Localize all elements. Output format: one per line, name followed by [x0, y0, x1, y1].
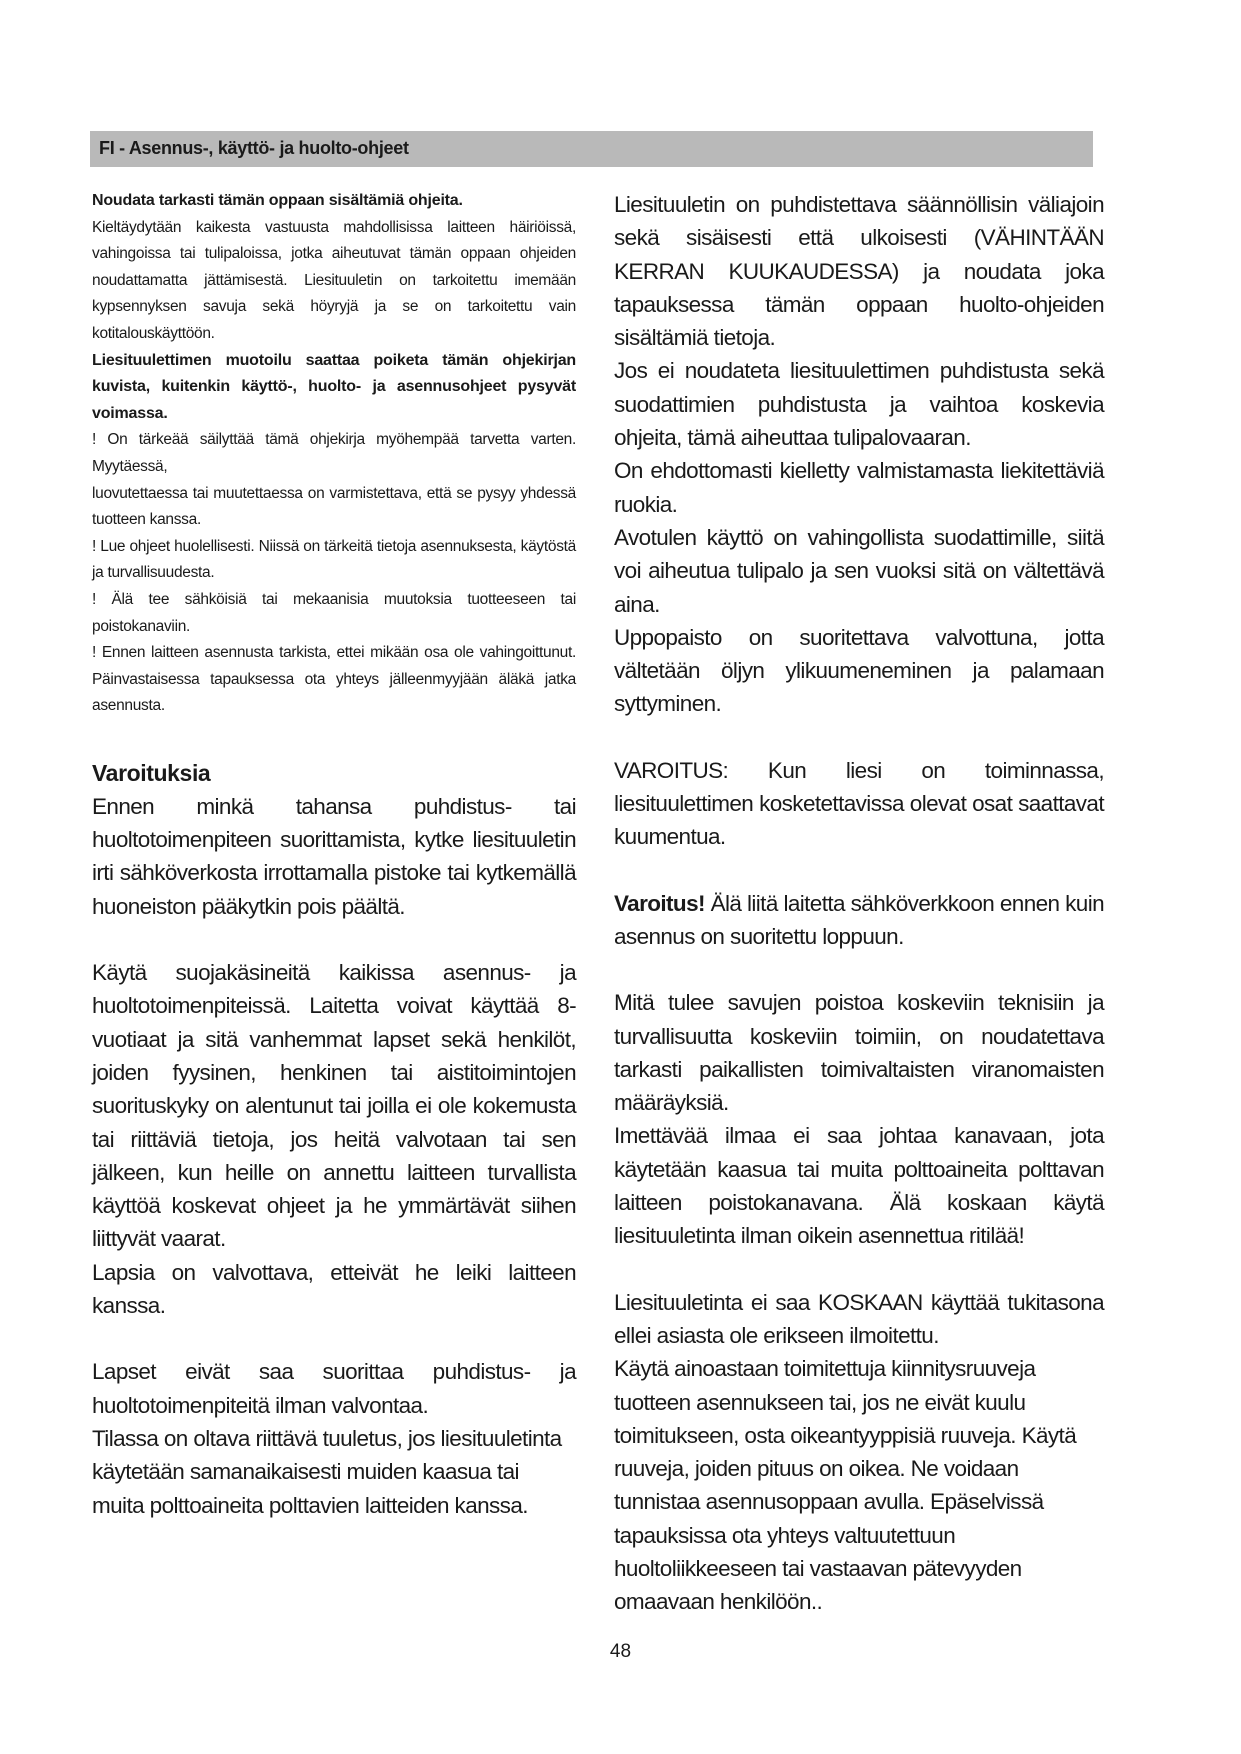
flambe-prohibited: On ehdottomasti kielletty valmistamasta liekitettäviä ruokia. [614, 458, 1104, 517]
warning-children-cleaning: Lapset eivät saa suorittaa puhdistus- ja huoltotoimenpiteitä ilman valvontaa. [92, 1359, 576, 1418]
hot-parts-warning: VAROITUS: Kun liesi on toiminnassa, liesituulettimen kosketettavissa olevat osat saattavat kuumentua. [614, 757, 1104, 850]
screws-notice: Käytä ainoastaan toimitettuja kiinnitysruuveja tuotteen asennukseen tai, jos ne eivät kuulu toimitukseen, osta oikeantyyppisiä ruuveja. Käytä ruuveja, joiden pituus on oikea. Ne voidaan tunnistaa asennusoppaan avulla. Epäselvissä tapauksissa ota yhteys valtuutettuun huoltoliikkeeseen tai vastaavan pätevyyden omaavaan henkilöön.. [614, 1356, 1077, 1615]
cleaning-interval: Liesituuletin on puhdistettava säännöllisin väliajoin sekä sisäisesti että ulkoisesti (VÄHINTÄÄN KERRAN KUUKAUDESSA) ja noudata joka tapauksessa tämän oppaan huolto-ohjeiden sisältämiä tietoja. [614, 192, 1104, 351]
design-notice: Liesituulettimen muotoilu saattaa poiketa tämän ohjekirjan kuvista, kuitenkin käyttö-, huolto- ja asennusohjeet pysyvät voimassa. [92, 351, 576, 422]
connection-warning-label: Varoitus! [614, 890, 705, 916]
notice-read: ! Lue ohjeet huolellisesti. Niissä on tärkeitä tietoja asennuksesta, käytöstä ja turvallisuudesta. [92, 537, 576, 582]
exhaust-air: Imettävää ilmaa ei saa johtaa kanavaan, jota käytetään kaasua tai muita polttoaineita polttavan laitteen poistokanavana. Älä koskaan käytä liesituuletinta ilman oikein asennettua ritilää! [614, 1123, 1104, 1249]
fire-hazard: Jos ei noudateta liesituulettimen puhdistusta sekä suodattimien puhdistusta ja vaihtoa koskevia ohjeita, tämä aiheuttaa tulipalovaaran. [614, 358, 1104, 451]
deep-frying: Uppopaisto on suoritettava valvottuna, jotta vältetään öljyn ylikuumeneminen ja palamaan syttyminen. [614, 624, 1104, 717]
section-title: FI - Asennus-, käyttö- ja huolto-ohjeet [99, 138, 409, 158]
local-regulations: Mitä tulee savujen poistoa koskeviin teknisiin ja turvallisuutta koskeviin toimiin, on noudatettava tarkasti paikallisten toimivaltaisten viranomaisten määräyksiä. [614, 990, 1104, 1116]
connection-warning [614, 887, 1104, 954]
notice-transfer: luovutettaessa tai muutettaessa on varmistettava, että se pysyy yhdessä tuotteen kanssa. [92, 484, 576, 529]
section-header-bar [90, 131, 1093, 167]
left-column [92, 188, 576, 1522]
intro-heading: Noudata tarkasti tämän oppaan sisältämiä ohjeita. [92, 192, 463, 209]
intro-block [92, 188, 576, 720]
not-a-shelf: Liesituuletinta ei saa KOSKAAN käyttää tukitasona ellei asiasta ole erikseen ilmoitettu. [614, 1289, 1104, 1348]
warning-gloves-users: Käytä suojakäsineitä kaikissa asennus- ja huoltotoimenpiteissä. Laitetta voivat käyttää 8-vuotiaat ja sitä vanhemmat lapset sekä henkilöt, joiden fyysinen, henkinen tai aistitoimintojen suorituskyky on alentunut tai joilla ei ole kokemusta tai riittäviä tietoja, jos heitä valvotaan tai sen jälkeen, kun heille on annettu laitteen turvallista käyttöä koskevat ohjeet ja he ymmärtävät siihen liittyvät vaarat. [92, 960, 576, 1252]
notice-check-damage: ! Ennen laitteen asennusta tarkista, ettei mikään osa ole vahingoittunut. Päinvastaisessa tapauksessa ota yhteys jälleenmyyjään äläkä jatka asennusta. [92, 644, 576, 715]
connection-warning-text: Älä liitä laitetta sähköverkkoon ennen kuin asennus on suoritettu loppuun. [614, 890, 1104, 949]
page-number: 48 [609, 1641, 632, 1662]
warnings-block [92, 790, 576, 1522]
warning-children-play: Lapsia on valvottava, etteivät he leiki laitteen kanssa. [92, 1259, 576, 1319]
notice-keep-manual: ! On tärkeää säilyttää tämä ohjekirja myöhempää tarvetta varten. Myytäessä, [92, 431, 576, 475]
intro-paragraph: Kieltäydytään kaikesta vastuusta mahdollisissa laitteen häiriöissä, vahingoissa tai tulipaloissa, jotka aiheutuvat tämän oppaan ohjeiden noudattamatta jättämisestä. Liesituuletin on tarkoitettu imemään kypsennyksen savuja sekä höyryjä ja se on tarkoitettu vain kotitalouskäyttöön. [92, 218, 576, 342]
warning-disconnect: Ennen minkä tahansa puhdistus- tai huoltotoimenpiteen suorittamista, kytke liesituuletin irti sähköverkosta irrottamalla pistoke tai kytkemällä huoneiston pääkytkin pois päältä. [92, 793, 576, 919]
warning-ventilation: Tilassa on oltava riittävä tuuletus, jos liesituuletinta käytetään samanaikaisesti muiden kaasua tai muita polttoaineita polttavien laitteiden kanssa. [92, 1425, 562, 1518]
right-column [614, 188, 1104, 1619]
notice-no-modification: ! Älä tee sähköisiä tai mekaanisia muutoksia tuotteeseen tai poistokanaviin. [92, 590, 576, 635]
open-flame: Avotulen käyttö on vahingollista suodattimille, siitä voi aiheutua tulipalo ja sen vuoksi sitä on vältettävä aina. [614, 524, 1104, 617]
warnings-heading: Varoituksia [92, 759, 211, 786]
